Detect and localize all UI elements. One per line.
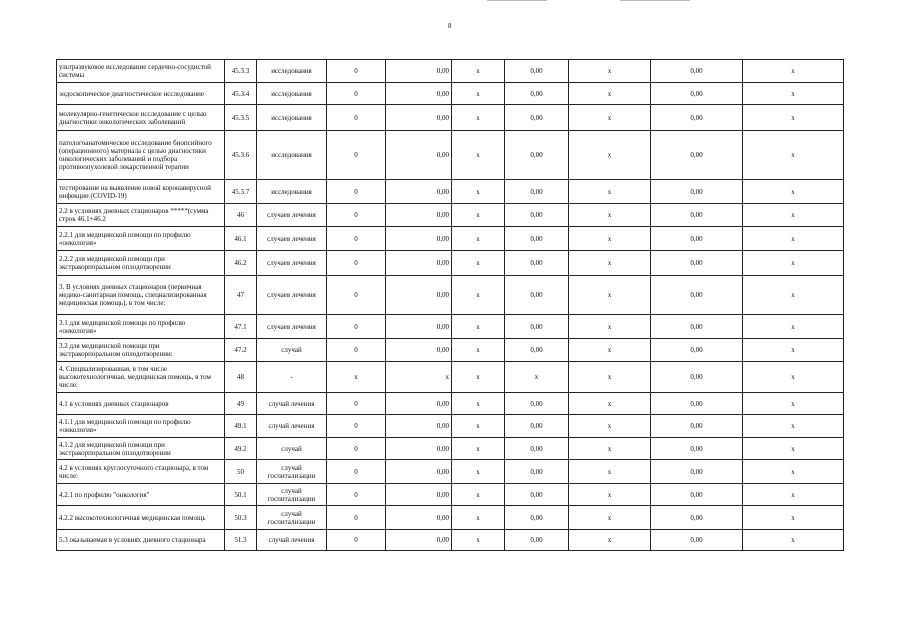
cell-c6: 0,00 <box>651 180 743 204</box>
cell-c6: 0,00 <box>651 530 743 551</box>
cell-c5: x <box>569 506 651 530</box>
cell-c6: 0,00 <box>651 131 743 180</box>
cell-c5: x <box>569 60 651 83</box>
cell-c2: 0,00 <box>386 276 452 315</box>
table-row <box>57 415 844 438</box>
cell-c1: 0 <box>327 276 386 315</box>
cell-c3: x <box>452 415 505 438</box>
cell-c3: x <box>452 484 505 506</box>
cell-c6: 0,00 <box>651 484 743 506</box>
cell-unit: случай лечения <box>257 393 327 415</box>
cell-c7: x <box>743 460 844 484</box>
cell-c6: 0,00 <box>651 251 743 276</box>
cell-code: 45.3.7 <box>225 180 257 204</box>
cell-c2: 0,00 <box>386 506 452 530</box>
cell-code: 49.1 <box>225 415 257 438</box>
cell-c1: 0 <box>327 180 386 204</box>
cell-code: 50 <box>225 460 257 484</box>
table-row <box>57 131 844 180</box>
cell-unit: случай <box>257 339 327 362</box>
cell-c1: 0 <box>327 506 386 530</box>
cell-c7: x <box>743 339 844 362</box>
cell-code: 49.2 <box>225 438 257 460</box>
cell-unit: случаев лечения <box>257 251 327 276</box>
cell-c7: x <box>743 393 844 415</box>
cell-c6: 0,00 <box>651 276 743 315</box>
cell-code: 45.3.3 <box>225 60 257 83</box>
cell-c3: x <box>452 339 505 362</box>
cell-c3: x <box>452 180 505 204</box>
cell-c1: 0 <box>327 131 386 180</box>
cell-c2: 0,00 <box>386 438 452 460</box>
cell-name: 4. Специализированная, в том числе высокотехнологичная, медицинская помощь, в том числе: <box>57 362 225 393</box>
cell-unit: исследования <box>257 60 327 83</box>
cell-unit: - <box>257 362 327 393</box>
cell-unit: исследования <box>257 180 327 204</box>
cell-unit: случаев лечения <box>257 204 327 227</box>
cell-c2: 0,00 <box>386 105 452 131</box>
cell-c4: 0,00 <box>505 83 569 105</box>
cell-unit: случай госпитализации <box>257 506 327 530</box>
cell-unit: случаев лечения <box>257 276 327 315</box>
cell-unit: исследования <box>257 105 327 131</box>
cell-c5: x <box>569 438 651 460</box>
cell-c4: 0,00 <box>505 131 569 180</box>
cell-c6: 0,00 <box>651 83 743 105</box>
cell-c7: x <box>743 227 844 251</box>
cell-unit: случаев лечения <box>257 315 327 339</box>
cell-c3: x <box>452 276 505 315</box>
cell-c5: x <box>569 180 651 204</box>
cell-code: 45.3.4 <box>225 83 257 105</box>
cell-code: 51.3 <box>225 530 257 551</box>
cell-c3: x <box>452 251 505 276</box>
cell-c1: 0 <box>327 60 386 83</box>
cell-c3: x <box>452 105 505 131</box>
cell-name: 2.2.2 для медицинской помощи при экстракорпоральном оплодотворении <box>57 251 225 276</box>
cell-c3: x <box>452 131 505 180</box>
cell-c2: 0,00 <box>386 131 452 180</box>
cell-code: 47.2 <box>225 339 257 362</box>
cell-c7: x <box>743 251 844 276</box>
cell-c4: 0,00 <box>505 180 569 204</box>
table-row <box>57 438 844 460</box>
cell-c6: 0,00 <box>651 438 743 460</box>
cell-c5: x <box>569 315 651 339</box>
cell-code: 48 <box>225 362 257 393</box>
cell-c2: 0,00 <box>386 251 452 276</box>
table-row <box>57 530 844 551</box>
cell-c7: x <box>743 506 844 530</box>
table-row <box>57 83 844 105</box>
cell-c2: 0,00 <box>386 180 452 204</box>
cell-c4: 0,00 <box>505 393 569 415</box>
cell-c1: 0 <box>327 105 386 131</box>
cell-c1: 0 <box>327 251 386 276</box>
table-row <box>57 315 844 339</box>
cell-c6: 0,00 <box>651 204 743 227</box>
cell-c1: 0 <box>327 204 386 227</box>
cell-c5: x <box>569 204 651 227</box>
cell-c4: 0,00 <box>505 438 569 460</box>
cell-c4: 0,00 <box>505 530 569 551</box>
cell-c3: x <box>452 362 505 393</box>
table-row <box>57 276 844 315</box>
cell-code: 50.3 <box>225 506 257 530</box>
cell-code: 45.3.5 <box>225 105 257 131</box>
cell-c3: x <box>452 227 505 251</box>
cell-code: 45.3.6 <box>225 131 257 180</box>
cell-code: 49 <box>225 393 257 415</box>
cell-unit: случай госпитализации <box>257 460 327 484</box>
cell-c5: x <box>569 131 651 180</box>
cell-name: 4.1 в условиях дневных стационаров <box>57 393 225 415</box>
cell-name: тестирование на выявление новой коронавирусной инфекции (COVID-19) <box>57 180 225 204</box>
cell-name: 4.1.1 для медицинской помощи по профилю «онкология» <box>57 415 225 438</box>
cell-c4: 0,00 <box>505 251 569 276</box>
cell-name: 4.2.2 высокотехнологичная медицинская помощь <box>57 506 225 530</box>
cell-c3: x <box>452 393 505 415</box>
cell-c1: 0 <box>327 460 386 484</box>
cell-unit: исследования <box>257 83 327 105</box>
cell-name: 5.3 оказываемая в условиях дневного стационара <box>57 530 225 551</box>
cell-c6: 0,00 <box>651 339 743 362</box>
cell-c2: 0,00 <box>386 204 452 227</box>
cell-c3: x <box>452 460 505 484</box>
cell-c2: 0,00 <box>386 227 452 251</box>
cell-c7: x <box>743 83 844 105</box>
cell-c2: 0,00 <box>386 393 452 415</box>
cell-c4: 0,00 <box>505 339 569 362</box>
cell-c7: x <box>743 180 844 204</box>
cell-c4: 0,00 <box>505 227 569 251</box>
cell-c5: x <box>569 393 651 415</box>
cell-c7: x <box>743 438 844 460</box>
cell-unit: случаев лечения <box>257 227 327 251</box>
cell-c1: 0 <box>327 339 386 362</box>
table-row <box>57 60 844 83</box>
cell-c1: 0 <box>327 227 386 251</box>
scan-mark-top-right-2 <box>620 0 690 1</box>
cell-c5: x <box>569 460 651 484</box>
cell-name: 2.2 в условиях дневных стационаров *****(сумма строк 46.1+46.2 <box>57 204 225 227</box>
cell-c5: x <box>569 105 651 131</box>
cell-name: 4.1.2 для медицинской помощи при экстракорпоральном оплодотворении <box>57 438 225 460</box>
table-row <box>57 460 844 484</box>
table-row <box>57 506 844 530</box>
cell-c2: 0,00 <box>386 530 452 551</box>
cell-c6: 0,00 <box>651 60 743 83</box>
table-row <box>57 393 844 415</box>
cell-c1: x <box>327 362 386 393</box>
cell-c6: 0,00 <box>651 460 743 484</box>
cell-c7: x <box>743 105 844 131</box>
cell-c4: 0,00 <box>505 460 569 484</box>
cell-c5: x <box>569 484 651 506</box>
cell-code: 47 <box>225 276 257 315</box>
cell-c5: x <box>569 362 651 393</box>
cell-code: 46.1 <box>225 227 257 251</box>
cell-c4: 0,00 <box>505 204 569 227</box>
table-row <box>57 484 844 506</box>
table-row <box>57 204 844 227</box>
cell-c4: 0,00 <box>505 484 569 506</box>
cell-code: 46.2 <box>225 251 257 276</box>
cell-c6: 0,00 <box>651 362 743 393</box>
cell-c5: x <box>569 339 651 362</box>
cell-c7: x <box>743 362 844 393</box>
cell-name: 3.2 для медицинской помощи при экстракорпоральном оплодотворении: <box>57 339 225 362</box>
cell-c1: 0 <box>327 415 386 438</box>
cell-c5: x <box>569 276 651 315</box>
cell-name: эндоскопическое диагностическое исследование <box>57 83 225 105</box>
cell-c6: 0,00 <box>651 393 743 415</box>
cell-c2: 0,00 <box>386 460 452 484</box>
page-number: 8 <box>448 22 452 30</box>
scan-mark-top-right <box>487 0 547 1</box>
cell-c4: 0,00 <box>505 506 569 530</box>
cell-unit: случай <box>257 438 327 460</box>
cell-c5: x <box>569 227 651 251</box>
cell-c1: 0 <box>327 83 386 105</box>
cell-c6: 0,00 <box>651 415 743 438</box>
cell-c4: 0,00 <box>505 276 569 315</box>
cell-c7: x <box>743 276 844 315</box>
cell-c2: 0,00 <box>386 60 452 83</box>
cell-c2: 0,00 <box>386 339 452 362</box>
cell-c6: 0,00 <box>651 506 743 530</box>
cell-name: 4.2 в условиях круглосуточного стационара, в том числе: <box>57 460 225 484</box>
table-row <box>57 339 844 362</box>
cell-c2: 0,00 <box>386 415 452 438</box>
cell-c4: 0,00 <box>505 415 569 438</box>
cell-c4: 0,00 <box>505 60 569 83</box>
cell-c3: x <box>452 204 505 227</box>
cell-c2: 0,00 <box>386 484 452 506</box>
cell-c6: 0,00 <box>651 105 743 131</box>
cell-unit: случай лечения <box>257 530 327 551</box>
cell-name: молекулярно-генетическое исследование с целью диагностики онкологических заболеваний <box>57 105 225 131</box>
cell-c6: 0,00 <box>651 315 743 339</box>
cell-c3: x <box>452 530 505 551</box>
cell-c2: 0,00 <box>386 83 452 105</box>
cell-c6: 0,00 <box>651 227 743 251</box>
cell-name: 3.1 для медицинской помощи по профилю «онкология» <box>57 315 225 339</box>
cell-name: 2.2.1 для медицинской помощи по профилю «онкология» <box>57 227 225 251</box>
table-row <box>57 105 844 131</box>
table-row <box>57 180 844 204</box>
cell-c7: x <box>743 315 844 339</box>
cell-c1: 0 <box>327 484 386 506</box>
cell-c7: x <box>743 484 844 506</box>
cell-c3: x <box>452 315 505 339</box>
cell-c1: 0 <box>327 530 386 551</box>
cell-name: 3. В условиях дневных стационаров (первичная медико-санитарная помощь, специализированная медицинская помощь), в том числе: <box>57 276 225 315</box>
cell-c3: x <box>452 60 505 83</box>
cell-c5: x <box>569 530 651 551</box>
cell-c7: x <box>743 204 844 227</box>
cell-code: 46 <box>225 204 257 227</box>
cell-c3: x <box>452 83 505 105</box>
report-table <box>56 59 844 551</box>
cell-c4: x <box>505 362 569 393</box>
cell-c1: 0 <box>327 393 386 415</box>
table-row <box>57 362 844 393</box>
cell-c7: x <box>743 131 844 180</box>
cell-c7: x <box>743 415 844 438</box>
cell-name: 4.2.1 по профилю "онкология" <box>57 484 225 506</box>
cell-unit: случай госпитализации <box>257 484 327 506</box>
cell-c5: x <box>569 415 651 438</box>
cell-name: патологоанатомическое исследование биопсийного (операционного) материала с целью диагностики онкологических заболеваний и подбора противоопухолевой лекарственной терапии <box>57 131 225 180</box>
cell-c4: 0,00 <box>505 105 569 131</box>
cell-c1: 0 <box>327 438 386 460</box>
cell-c5: x <box>569 251 651 276</box>
cell-c7: x <box>743 530 844 551</box>
cell-c5: x <box>569 83 651 105</box>
cell-code: 47.1 <box>225 315 257 339</box>
cell-unit: исследования <box>257 131 327 180</box>
cell-c2: x <box>386 362 452 393</box>
cell-code: 50.1 <box>225 484 257 506</box>
table-row <box>57 227 844 251</box>
cell-c4: 0,00 <box>505 315 569 339</box>
cell-c7: x <box>743 60 844 83</box>
cell-c3: x <box>452 438 505 460</box>
cell-c2: 0,00 <box>386 315 452 339</box>
cell-unit: случай лечения <box>257 415 327 438</box>
cell-c1: 0 <box>327 315 386 339</box>
cell-name: ультразвуковое исследование сердечно-сосудистой системы <box>57 60 225 83</box>
table-body <box>57 60 844 551</box>
table-row <box>57 251 844 276</box>
cell-c3: x <box>452 506 505 530</box>
